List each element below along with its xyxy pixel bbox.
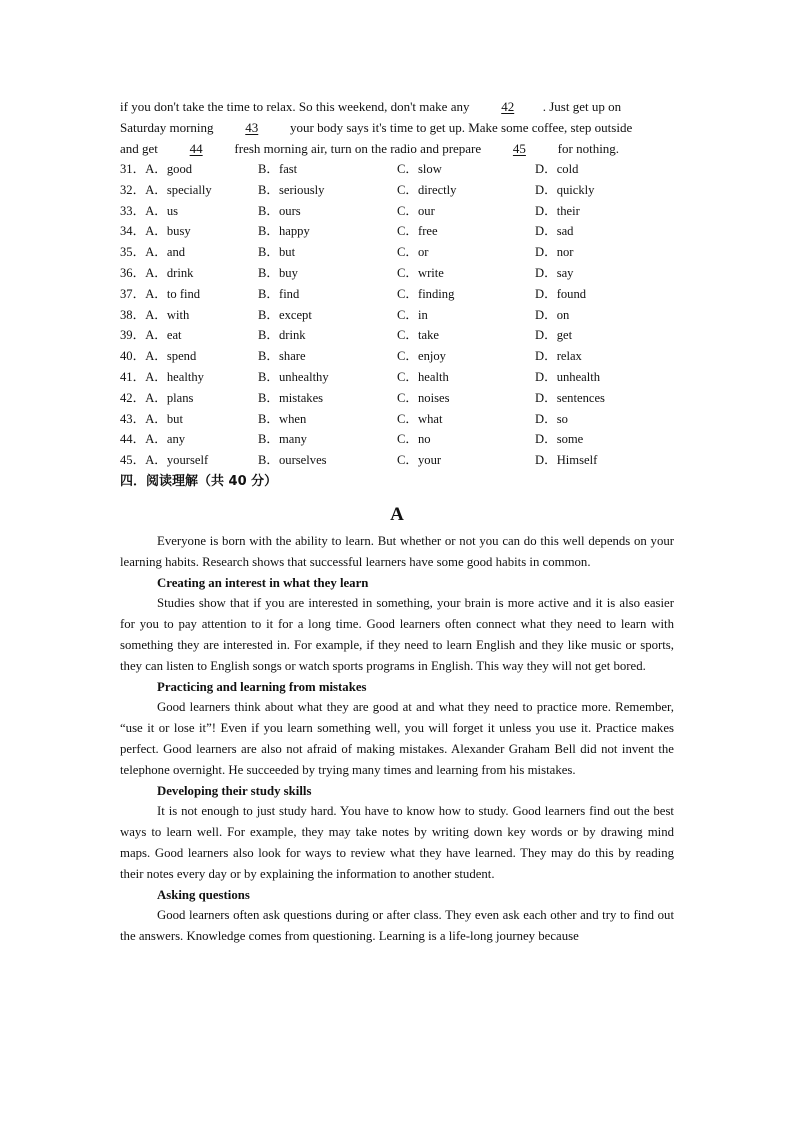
option-b: B．mistakes — [258, 390, 324, 405]
option-a: 42．A．plans — [120, 390, 194, 405]
option-c: C．no — [397, 432, 431, 447]
exam-page — [120, 96, 674, 947]
option-b: B．when — [258, 411, 307, 426]
option-a: 41．A．healthy — [120, 369, 204, 384]
option-b: B．buy — [258, 265, 298, 280]
option-c: C．enjoy — [397, 349, 446, 364]
option-c: C．slow — [397, 162, 442, 176]
option-d: D．found — [535, 286, 587, 301]
option-b: B．fast — [258, 162, 298, 176]
paragraph-3: It is not enough to just study hard. You have to know how to study. Good learners find out the best ways to learn well. For example, they may take notes by writing down key words or by drawing mind maps. Good learners also look for ways to review what they have learned. They may do this by reading their notes every day or by explaining the information to another student. — [120, 804, 674, 881]
option-c: C．our — [397, 203, 435, 218]
question-row — [120, 284, 674, 305]
question-row — [120, 159, 674, 180]
option-a: 44．A．any — [120, 432, 186, 447]
option-c: C．write — [397, 265, 444, 280]
option-a: 38．A．with — [120, 307, 190, 322]
question-row — [120, 409, 674, 430]
cloze-line-2 — [120, 117, 674, 138]
question-row — [120, 242, 674, 263]
subheading-1: Creating an interest in what they learn — [157, 575, 369, 590]
option-d: D．unhealth — [535, 369, 601, 384]
passage-letter: A — [390, 503, 404, 525]
option-a: 45．A．yourself — [120, 453, 209, 468]
option-a: 36．A．drink — [120, 265, 194, 280]
passage-intro: Everyone is born with the ability to learn. But whether or not you can do this well depends on your learning habits. Research shows that successful learners have some good habits in common. — [120, 533, 674, 569]
cloze-text: if you don't take the time to relax. So this weekend, don't make any — [120, 99, 473, 114]
cloze-text: for nothing. — [554, 141, 620, 156]
question-row — [120, 180, 674, 201]
option-c: C．noises — [397, 390, 450, 405]
option-d: D．quickly — [535, 182, 595, 197]
option-d: D．some — [535, 432, 584, 447]
blank-43: 43 — [245, 120, 259, 135]
option-a: 31．A．good — [120, 162, 193, 176]
question-row — [120, 367, 674, 388]
blank-42: 42 — [501, 99, 515, 114]
option-b: B．share — [258, 349, 306, 364]
option-d: D．sentences — [535, 390, 605, 405]
blank-45: 45 — [512, 141, 526, 156]
cloze-text: Saturday morning — [120, 120, 217, 135]
option-b: B．find — [258, 286, 300, 301]
subheading-4: Asking questions — [157, 887, 250, 902]
question-row — [120, 201, 674, 222]
option-a: 40．A．spend — [120, 349, 197, 364]
subheading-2: Practicing and learning from mistakes — [157, 679, 367, 694]
section-title: 四．阅读理解（共 40 分） — [120, 473, 278, 489]
question-row — [120, 325, 674, 346]
option-c: C．your — [397, 453, 442, 468]
option-d: D．Himself — [535, 453, 598, 468]
option-d: D．nor — [535, 245, 574, 260]
option-b: B．drink — [258, 328, 306, 343]
option-c: C．health — [397, 369, 449, 384]
option-a: 32．A．specially — [120, 182, 212, 197]
question-row — [120, 388, 674, 409]
cloze-text: . Just get up on — [542, 99, 622, 114]
option-b: B．happy — [258, 224, 310, 239]
cloze-text: fresh morning air, turn on the radio and prepare — [231, 141, 485, 156]
option-d: D．relax — [535, 349, 582, 364]
subheading-3: Developing their study skills — [157, 783, 312, 798]
cloze-line-3 — [120, 138, 674, 159]
option-b: B．ours — [258, 203, 301, 218]
paragraph-1: Studies show that if you are interested in something, your brain is more active and it is also easier for you to pay attention to it for a long time. Good learners often connect what they need to learn with something they are interested in. For example, if they need to learn English and they like music or sports, they can listen to English songs or watch sports programs in English. This way they will not get bored. — [120, 596, 674, 673]
option-c: C．in — [397, 307, 428, 322]
option-a: 43．A．but — [120, 411, 183, 426]
option-c: C．finding — [397, 286, 455, 301]
option-b: B．except — [258, 307, 312, 322]
question-row — [120, 346, 674, 367]
option-d: D．so — [535, 411, 568, 426]
option-a: 34．A．busy — [120, 224, 191, 239]
option-b: B．seriously — [258, 182, 325, 197]
option-c: C．take — [397, 328, 439, 343]
option-c: C．what — [397, 411, 443, 426]
question-row — [120, 305, 674, 326]
option-b: B．many — [258, 432, 307, 447]
paragraph-4: Good learners often ask questions during or after class. They even ask each other and try to find out the answers. Knowledge comes from questioning. Learning is a life-long journey because — [120, 908, 674, 944]
cloze-text: and get — [120, 141, 162, 156]
option-d: D．cold — [535, 162, 579, 176]
paragraph-2: Good learners think about what they are good at and what they need to practice more. Remember, “use it or lose it”! Even if you learn something well, you will forget it unless you use it. Practice makes perfect. Good learners are also not afraid of making mistakes. Alexander Graham Bell did not invent the telephone overnight. He succeeded by trying many times and learning from his mistakes. — [120, 700, 674, 777]
option-a: 39．A．eat — [120, 328, 182, 343]
question-row — [120, 263, 674, 284]
option-d: D．say — [535, 265, 574, 280]
option-d: D．get — [535, 328, 573, 343]
options-list — [120, 159, 674, 471]
option-a: 35．A．and — [120, 245, 186, 260]
question-row — [120, 450, 674, 471]
option-b: B．ourselves — [258, 453, 327, 468]
option-a: 37．A．to find — [120, 286, 201, 301]
option-b: B．but — [258, 245, 296, 260]
blank-44: 44 — [189, 141, 203, 156]
option-b: B．unhealthy — [258, 369, 329, 384]
option-c: C．free — [397, 224, 438, 239]
option-c: C．directly — [397, 182, 457, 197]
question-row — [120, 429, 674, 450]
cloze-line-1 — [120, 96, 674, 117]
option-d: D．on — [535, 307, 570, 322]
option-d: D．their — [535, 203, 580, 218]
cloze-text: your body says it's time to get up. Make some coffee, step outside — [286, 120, 633, 135]
option-d: D．sad — [535, 224, 574, 239]
question-row — [120, 221, 674, 242]
option-a: 33．A．us — [120, 203, 179, 218]
option-c: C．or — [397, 245, 429, 260]
